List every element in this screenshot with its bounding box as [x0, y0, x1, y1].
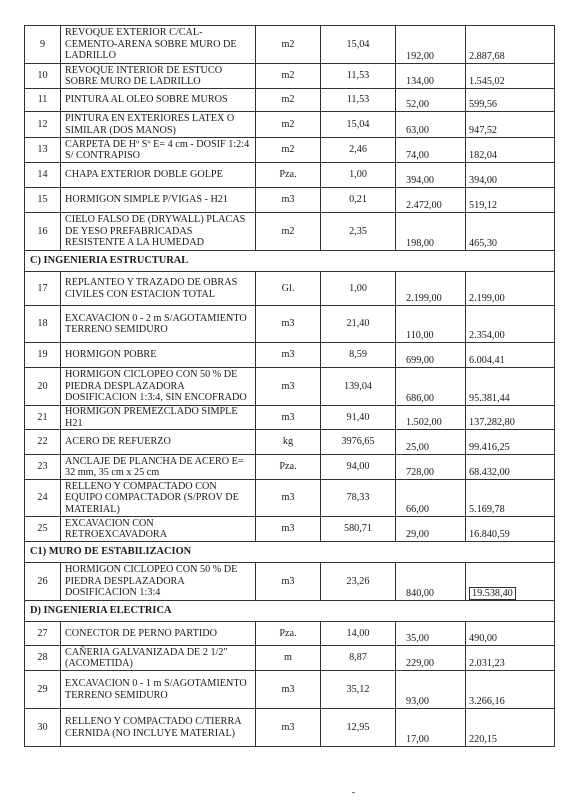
unit-cell: m3: [256, 406, 321, 430]
total-cell: 16.840,59: [466, 517, 555, 542]
total-cell: 99.416,25: [466, 430, 555, 455]
quantity-cell: 78,33: [321, 480, 396, 517]
quantity-cell: 14,00: [321, 622, 396, 646]
total-cell: 137.282,80: [466, 406, 555, 430]
item-number-cell: 18: [25, 306, 61, 343]
description-cell: HORMIGON POBRE: [61, 343, 256, 368]
description-cell: ANCLAJE DE PLANCHA DE ACERO E= 32 mm, 35 cm x 25 cm: [61, 455, 256, 480]
unit-price-cell: 699,00: [396, 343, 466, 368]
unit-cell: m3: [256, 188, 321, 213]
unit-cell: Pza.: [256, 622, 321, 646]
item-number-cell: 13: [25, 138, 61, 163]
section-title: C) INGENIERIA ESTRUCTURAL: [25, 251, 555, 272]
quantity-cell: 94,00: [321, 455, 396, 480]
unit-cell: m3: [256, 563, 321, 601]
unit-price-cell: 52,00: [396, 89, 466, 112]
total-cell: 490,00: [466, 622, 555, 646]
unit-price-cell: 74,00: [396, 138, 466, 163]
item-number-cell: 14: [25, 163, 61, 188]
unit-price-cell: 229,00: [396, 646, 466, 671]
unit-cell: m2: [256, 213, 321, 251]
description-cell: REPLANTEO Y TRAZADO DE OBRAS CIVILES CON ESTACION TOTAL: [61, 272, 256, 306]
unit-price-cell: 1.502,00: [396, 406, 466, 430]
item-number-cell: 28: [25, 646, 61, 671]
quantity-cell: 15,04: [321, 26, 396, 64]
unit-cell: m3: [256, 517, 321, 542]
unit-cell: m3: [256, 709, 321, 747]
quantity-cell: 8,59: [321, 343, 396, 368]
unit-price-cell: 35,00: [396, 622, 466, 646]
item-number-cell: 29: [25, 671, 61, 709]
table-row: [25, 455, 555, 480]
unit-price-cell: 66,00: [396, 480, 466, 517]
total-cell: 68.432,00: [466, 455, 555, 480]
item-number-cell: 11: [25, 89, 61, 112]
unit-cell: m: [256, 646, 321, 671]
total-cell: 2.199,00: [466, 272, 555, 306]
total-cell: 2.354,00: [466, 306, 555, 343]
unit-price-cell: 728,00: [396, 455, 466, 480]
quantity-cell: 1,00: [321, 272, 396, 306]
description-cell: CONECTOR DE PERNO PARTIDO: [61, 622, 256, 646]
item-number-cell: 24: [25, 480, 61, 517]
unit-cell: m2: [256, 89, 321, 112]
section-title: C1) MURO DE ESTABILIZACION: [25, 542, 555, 563]
unit-cell: m2: [256, 64, 321, 89]
unit-cell: m3: [256, 343, 321, 368]
table-row: [25, 306, 555, 343]
item-number-cell: 27: [25, 622, 61, 646]
total-cell: 2.031,23: [466, 646, 555, 671]
quantity-cell: 0,21: [321, 188, 396, 213]
quantity-cell: 21,40: [321, 306, 396, 343]
unit-price-cell: 2.199,00: [396, 272, 466, 306]
quantity-cell: 35,12: [321, 671, 396, 709]
description-cell: CHAPA EXTERIOR DOBLE GOLPE: [61, 163, 256, 188]
unit-cell: m3: [256, 306, 321, 343]
item-number-cell: 17: [25, 272, 61, 306]
total-cell: 394,00: [466, 163, 555, 188]
quantity-cell: 15,04: [321, 112, 396, 138]
item-number-cell: 30: [25, 709, 61, 747]
quantity-cell: 2,35: [321, 213, 396, 251]
total-cell: 182,04: [466, 138, 555, 163]
section-header: [25, 542, 555, 563]
table-row: [25, 709, 555, 747]
unit-cell: m2: [256, 26, 321, 64]
table-row: [25, 112, 555, 138]
table-row: [25, 563, 555, 601]
item-number-cell: 20: [25, 368, 61, 406]
total-cell: 3.266,16: [466, 671, 555, 709]
table-row: [25, 622, 555, 646]
description-cell: RELLENO Y COMPACTADO C/TIERRA CERNIDA (NO INCLUYE MATERIAL): [61, 709, 256, 747]
table-row: [25, 213, 555, 251]
description-cell: EXCAVACION CON RETROEXCAVADORA: [61, 517, 256, 542]
quantity-cell: 12,95: [321, 709, 396, 747]
description-cell: RELLENO Y COMPACTADO CON EQUIPO COMPACTADOR (S/PROV DE MATERIAL): [61, 480, 256, 517]
description-cell: EXCAVACION 0 - 2 m S/AGOTAMIENTO TERRENO SEMIDURO: [61, 306, 256, 343]
total-cell: 2.887,68: [466, 26, 555, 64]
table-row: [25, 89, 555, 112]
unit-price-cell: 110,00: [396, 306, 466, 343]
total-cell: 1.545,02: [466, 64, 555, 89]
description-cell: CARPETA DE Hº Sº E= 4 cm - DOSIF 1:2:4 S/ CONTRAPISO: [61, 138, 256, 163]
table-row: [25, 368, 555, 406]
budget-table-body: [25, 26, 555, 747]
total-cell: 95.381,44: [466, 368, 555, 406]
item-number-cell: 9: [25, 26, 61, 64]
unit-cell: m3: [256, 671, 321, 709]
quantity-cell: 2,46: [321, 138, 396, 163]
unit-cell: m2: [256, 138, 321, 163]
table-row: [25, 480, 555, 517]
description-cell: REVOQUE INTERIOR DE ESTUCO SOBRE MURO DE LADRILLO: [61, 64, 256, 89]
quantity-cell: 1,00: [321, 163, 396, 188]
table-row: [25, 64, 555, 89]
unit-price-cell: 134,00: [396, 64, 466, 89]
unit-cell: Pza.: [256, 163, 321, 188]
quantity-cell: 11,53: [321, 89, 396, 112]
unit-price-cell: 840,00: [396, 563, 466, 601]
description-cell: EXCAVACION 0 - 1 m S/AGOTAMIENTO TERRENO SEMIDURO: [61, 671, 256, 709]
description-cell: CIELO FALSO DE (DRYWALL) PLACAS DE YESO PREFABRICADAS RESISTENTE A LA HUMEDAD: [61, 213, 256, 251]
unit-cell: m3: [256, 480, 321, 517]
unit-price-cell: 198,00: [396, 213, 466, 251]
quantity-cell: 11,53: [321, 64, 396, 89]
table-row: [25, 188, 555, 213]
table-row: [25, 138, 555, 163]
unit-price-cell: 192,00: [396, 26, 466, 64]
table-row: [25, 343, 555, 368]
section-title: D) INGENIERIA ELECTRICA: [25, 601, 555, 622]
description-cell: REVOQUE EXTERIOR C/CAL-CEMENTO-ARENA SOBRE MURO DE LADRILLO: [61, 26, 256, 64]
highlighted-total: 19.538,40: [469, 587, 516, 600]
item-number-cell: 23: [25, 455, 61, 480]
item-number-cell: 12: [25, 112, 61, 138]
unit-price-cell: 2.472,00: [396, 188, 466, 213]
table-row: [25, 517, 555, 542]
unit-cell: Gl.: [256, 272, 321, 306]
description-cell: HORMIGON CICLOPEO CON 50 % DE PIEDRA DESPLAZADORA DOSIFICACION 1:3:4, SIN ENCOFRADO: [61, 368, 256, 406]
total-cell: 220,15: [466, 709, 555, 747]
item-number-cell: 19: [25, 343, 61, 368]
quantity-cell: 8,87: [321, 646, 396, 671]
item-number-cell: 15: [25, 188, 61, 213]
scan-mark: [352, 792, 355, 793]
total-cell: 519,12: [466, 188, 555, 213]
budget-page: [24, 25, 554, 747]
description-cell: HORMIGON CICLOPEO CON 50 % DE PIEDRA DESPLAZADORA DOSIFICACION 1:3:4: [61, 563, 256, 601]
budget-table: [24, 25, 555, 747]
table-row: [25, 671, 555, 709]
unit-cell: kg: [256, 430, 321, 455]
table-row: [25, 26, 555, 64]
section-header: [25, 601, 555, 622]
unit-cell: m3: [256, 368, 321, 406]
table-row: [25, 272, 555, 306]
quantity-cell: 91,40: [321, 406, 396, 430]
quantity-cell: 3976,65: [321, 430, 396, 455]
item-number-cell: 25: [25, 517, 61, 542]
section-header: [25, 251, 555, 272]
table-row: [25, 430, 555, 455]
unit-cell: m2: [256, 112, 321, 138]
table-row: [25, 406, 555, 430]
description-cell: ACERO DE REFUERZO: [61, 430, 256, 455]
unit-price-cell: 93,00: [396, 671, 466, 709]
total-cell: 6.004,41: [466, 343, 555, 368]
description-cell: PINTURA AL OLEO SOBRE MUROS: [61, 89, 256, 112]
total-cell: 5.169,78: [466, 480, 555, 517]
unit-price-cell: 25,00: [396, 430, 466, 455]
table-row: [25, 163, 555, 188]
description-cell: HORMIGON SIMPLE P/VIGAS - H21: [61, 188, 256, 213]
quantity-cell: 580,71: [321, 517, 396, 542]
total-cell: [466, 563, 555, 601]
item-number-cell: 21: [25, 406, 61, 430]
total-cell: 947,52: [466, 112, 555, 138]
description-cell: CAÑERIA GALVANIZADA DE 2 1/2" (ACOMETIDA): [61, 646, 256, 671]
unit-price-cell: 686,00: [396, 368, 466, 406]
item-number-cell: 22: [25, 430, 61, 455]
item-number-cell: 16: [25, 213, 61, 251]
unit-price-cell: 29,00: [396, 517, 466, 542]
description-cell: HORMIGON PREMEZCLADO SIMPLE H21: [61, 406, 256, 430]
total-cell: 599,56: [466, 89, 555, 112]
unit-price-cell: 63,00: [396, 112, 466, 138]
total-cell: 465,30: [466, 213, 555, 251]
unit-price-cell: 394,00: [396, 163, 466, 188]
table-row: [25, 646, 555, 671]
quantity-cell: 139,04: [321, 368, 396, 406]
unit-price-cell: 17,00: [396, 709, 466, 747]
unit-cell: Pza.: [256, 455, 321, 480]
item-number-cell: 10: [25, 64, 61, 89]
description-cell: PINTURA EN EXTERIORES LATEX O SIMILAR (DOS MANOS): [61, 112, 256, 138]
item-number-cell: 26: [25, 563, 61, 601]
quantity-cell: 23,26: [321, 563, 396, 601]
